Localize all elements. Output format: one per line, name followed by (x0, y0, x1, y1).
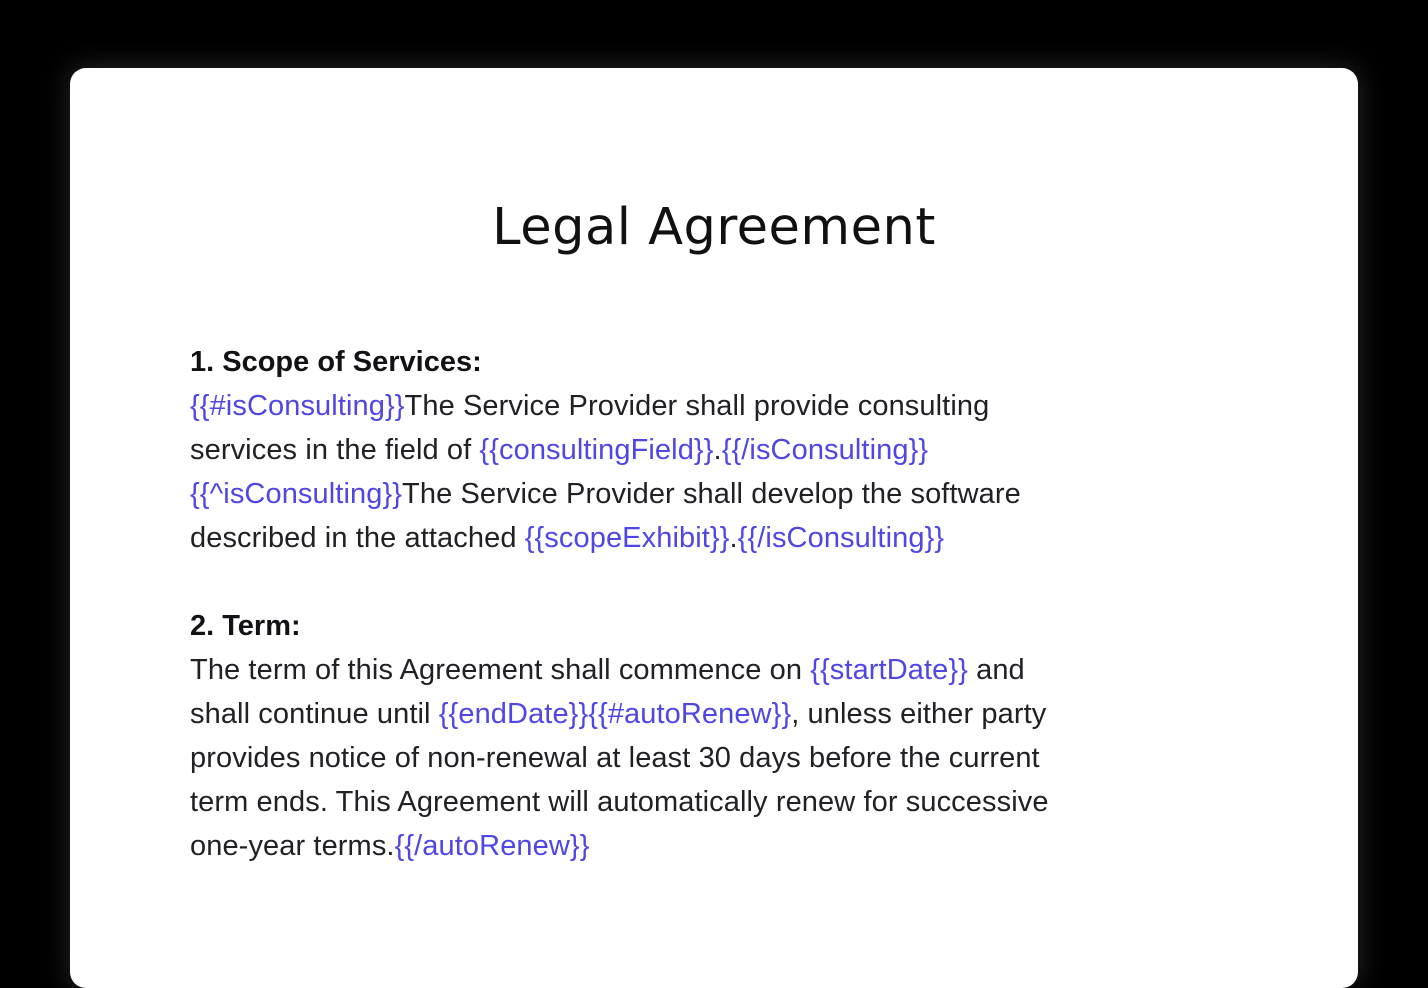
text-segment: and (967, 654, 1025, 686)
document-page (70, 68, 1358, 988)
text-segment: one-year terms. (190, 830, 395, 862)
text-segment: The Service Provider shall provide consulting (404, 390, 990, 422)
paragraph-line (190, 736, 1238, 780)
paragraph-line (190, 384, 1238, 428)
document-title: Legal Agreement (492, 198, 936, 257)
paragraph-line (190, 780, 1238, 824)
text-segment: services in the field of (190, 434, 480, 466)
paragraph-line (190, 472, 1238, 516)
template-variable[interactable]: {{^isConsulting}} (190, 478, 403, 510)
text-segment: , unless either party (791, 698, 1047, 730)
document-section (190, 604, 1238, 868)
paragraph-line (190, 692, 1238, 736)
template-variable[interactable]: {{/isConsulting}} (721, 434, 929, 466)
paragraph-line (190, 648, 1238, 692)
document-body (70, 68, 1358, 868)
template-variable[interactable]: {{endDate}} (438, 698, 589, 730)
text-segment: The Service Provider shall develop the software (402, 478, 1021, 510)
template-variable[interactable]: {{#autoRenew}} (588, 698, 792, 730)
template-variable[interactable]: {{scopeExhibit}} (524, 522, 730, 554)
template-variable[interactable]: {{consultingField}} (479, 434, 714, 466)
template-variable[interactable]: {{/isConsulting}} (737, 522, 945, 554)
section-heading: 2. Term: (190, 610, 301, 642)
paragraph-line (190, 516, 1238, 560)
document-section (190, 340, 1238, 560)
document-sections (190, 340, 1238, 868)
section-heading: 1. Scope of Services: (190, 346, 482, 378)
text-segment: . (713, 434, 722, 466)
text-segment: described in the attached (190, 522, 525, 554)
text-segment: provides notice of non-renewal at least 30 days before the current (190, 742, 1040, 774)
text-segment: . (729, 522, 738, 554)
paragraph-line (190, 428, 1238, 472)
paragraph-line (190, 824, 1238, 868)
text-segment: shall continue until (190, 698, 439, 730)
text-segment: The term of this Agreement shall commence on (190, 654, 811, 686)
template-variable[interactable]: {{/autoRenew}} (394, 830, 590, 862)
text-segment: term ends. This Agreement will automatically renew for successive (190, 786, 1049, 818)
template-variable[interactable]: {{#isConsulting}} (190, 390, 405, 422)
template-variable[interactable]: {{startDate}} (810, 654, 968, 686)
